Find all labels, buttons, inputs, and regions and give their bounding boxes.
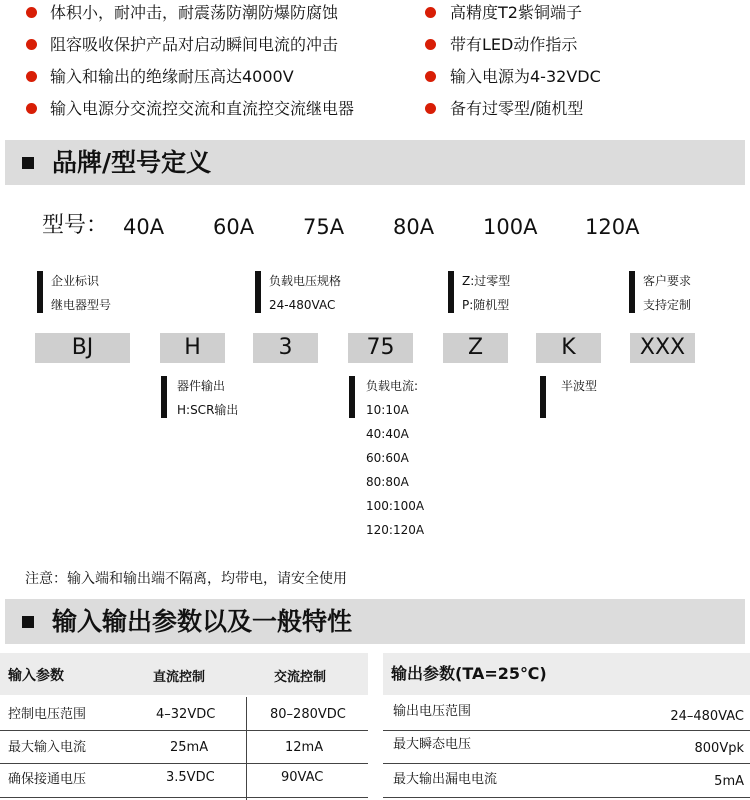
- annotation-line: 客户要求: [643, 274, 692, 288]
- bullet-icon: [425, 71, 436, 82]
- section-title: 品牌/型号定义: [52, 148, 212, 177]
- annotation-line: 半波型: [561, 379, 598, 393]
- annotation-line: 负载电压规格: [269, 274, 342, 288]
- section-header-model: [5, 140, 745, 185]
- row-divider: [383, 797, 750, 798]
- feature-item: 带有LED动作指示: [450, 35, 578, 54]
- annotation-line: 负载电流:: [366, 379, 419, 393]
- row-divider: [0, 797, 368, 798]
- bullet-icon: [26, 7, 37, 18]
- table-cell: 5mA: [714, 774, 744, 789]
- annotation-line: 40:40A: [366, 427, 409, 441]
- table-cell: 25mA: [170, 740, 209, 755]
- table-cell: 12mA: [285, 740, 324, 755]
- table-cell: 4–32VDC: [156, 707, 216, 722]
- table-cell: 控制电压范围: [8, 707, 87, 722]
- model-value: 60A: [213, 215, 255, 239]
- bullet-icon: [26, 39, 37, 50]
- code-box: Z: [443, 333, 508, 363]
- marker-bar: [629, 271, 635, 313]
- annotation-line: 继电器型号: [51, 298, 112, 312]
- model-value: 80A: [393, 215, 435, 239]
- safety-warning: 注意：输入端和输出端不隔离，均带电，请安全使用: [25, 571, 347, 587]
- code-box: K: [536, 333, 601, 363]
- marker-bar: [349, 376, 355, 418]
- row-divider: [0, 730, 368, 731]
- feature-item: 高精度T2紫铜端子: [450, 3, 582, 22]
- section-title: 输入输出参数以及一般特性: [52, 607, 353, 636]
- bullet-icon: [425, 7, 436, 18]
- feature-item: 输入电源为4-32VDC: [450, 67, 601, 86]
- feature-item: 体积小，耐冲击，耐震荡防潮防爆防腐蚀: [50, 3, 339, 22]
- code-box: BJ: [35, 333, 130, 363]
- table-cell: 90VAC: [281, 770, 324, 785]
- marker-bar: [540, 376, 546, 418]
- table-cell: 24–480VAC: [670, 709, 744, 724]
- marker-bar: [161, 376, 167, 418]
- bullet-icon: [425, 103, 436, 114]
- feature-item: 阻容吸收保护产品对启动瞬间电流的冲击: [50, 35, 339, 54]
- annotation-line: 支持定制: [643, 298, 692, 312]
- annotation-line: 100:100A: [366, 499, 425, 513]
- square-icon: [22, 616, 34, 628]
- annotation-line: 120:120A: [366, 523, 425, 537]
- marker-bar: [37, 271, 43, 313]
- code-box: 75: [348, 333, 413, 363]
- model-value: 75A: [303, 215, 345, 239]
- annotation-line: 80:80A: [366, 475, 409, 489]
- code-box: H: [160, 333, 225, 363]
- code-box: XXX: [630, 333, 695, 363]
- feature-item: 输入和输出的绝缘耐压高达4000V: [50, 67, 294, 86]
- bullet-icon: [26, 71, 37, 82]
- table-cell: 3.5VDC: [166, 770, 215, 785]
- table-cell: 80–280VDC: [270, 707, 346, 722]
- row-divider: [383, 730, 750, 731]
- feature-item: 备有过零型/随机型: [450, 99, 584, 118]
- table-cell: 最大输出漏电电流: [393, 772, 498, 787]
- annotation-line: H:SCR输出: [177, 403, 239, 417]
- marker-bar: [448, 271, 454, 313]
- table-cell: 输出电压范围: [393, 704, 472, 719]
- column-header: 输入参数: [8, 668, 64, 684]
- annotation-line: 企业标识: [51, 274, 100, 288]
- annotation-line: 器件输出: [177, 379, 226, 393]
- annotation-line: Z:过零型: [462, 274, 511, 288]
- column-header: 交流控制: [274, 670, 327, 685]
- table-cell: 确保接通电压: [8, 772, 87, 787]
- bullet-icon: [425, 39, 436, 50]
- annotation-line: 10:10A: [366, 403, 409, 417]
- model-value: 120A: [585, 215, 640, 239]
- model-value: 100A: [483, 215, 538, 239]
- bullet-icon: [26, 103, 37, 114]
- annotation-line: P:随机型: [462, 298, 510, 312]
- code-box: 3: [253, 333, 318, 363]
- table-cell: 最大瞬态电压: [393, 737, 472, 752]
- model-value: 40A: [123, 215, 165, 239]
- marker-bar: [255, 271, 261, 313]
- table-cell: 最大输入电流: [8, 740, 87, 755]
- section-header-params: [5, 599, 745, 644]
- column-header: 直流控制: [153, 670, 206, 685]
- annotation-line: 24-480VAC: [269, 298, 336, 312]
- square-icon: [22, 157, 34, 169]
- annotation-line: 60:60A: [366, 451, 409, 465]
- model-label: 型号：: [42, 213, 109, 238]
- column-divider: [246, 697, 247, 800]
- row-divider: [383, 763, 750, 764]
- row-divider: [0, 763, 368, 764]
- feature-item: 输入电源分交流控交流和直流控交流继电器: [50, 99, 355, 118]
- table-cell: 800Vpk: [694, 741, 744, 756]
- column-header: 输出参数(TA=25℃): [391, 664, 547, 683]
